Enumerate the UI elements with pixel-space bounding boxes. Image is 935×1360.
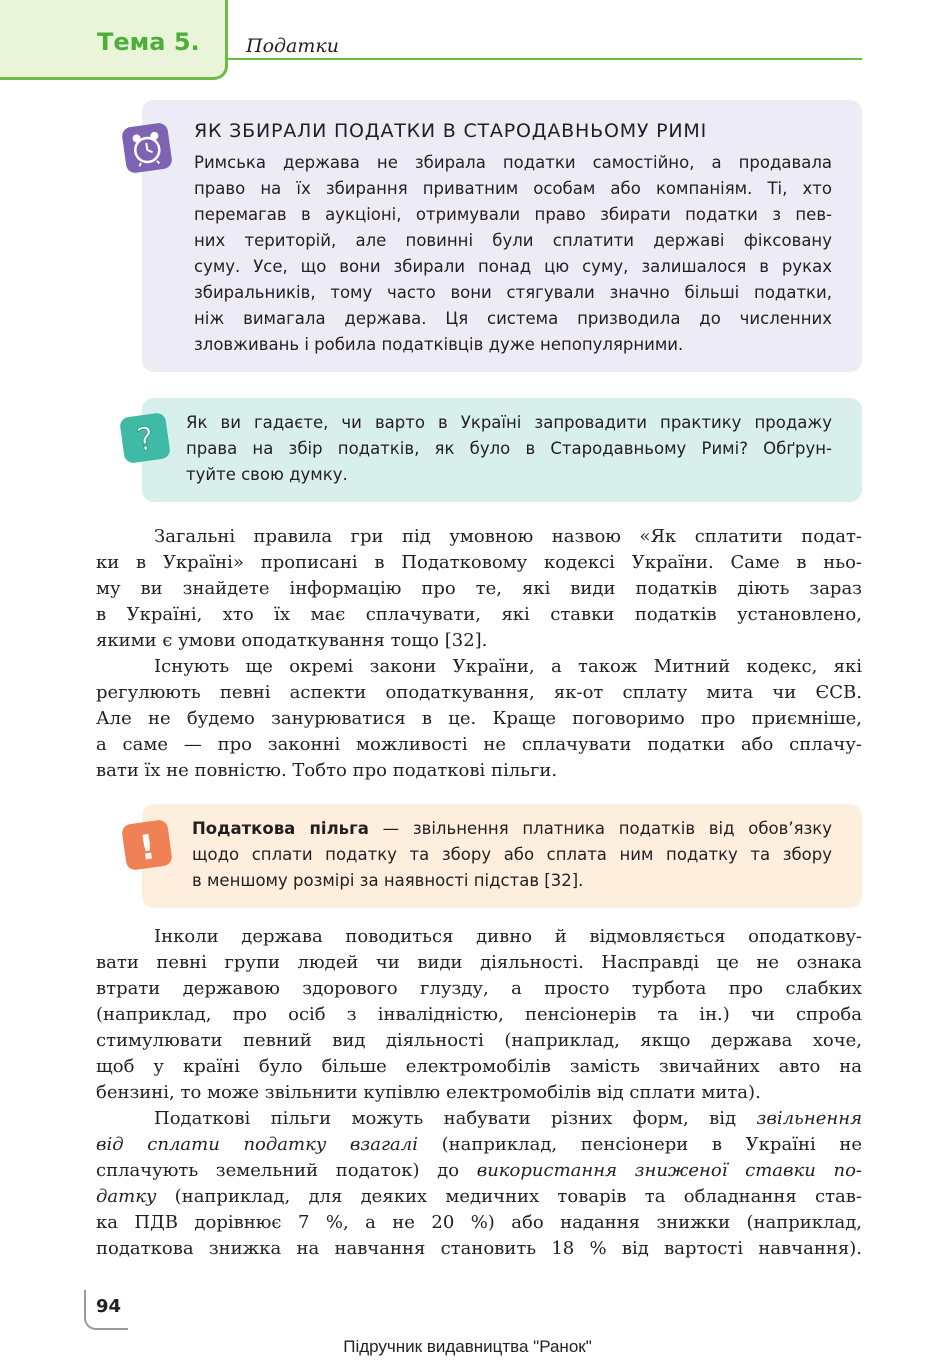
- paragraph-benefit-forms: [96, 1106, 862, 1262]
- paragraph-line: якими є умови оподаткування тощо [32].: [96, 630, 488, 651]
- alarm-clock-icon: [121, 122, 173, 174]
- paragraph-line: вати їх не повністю. Тобто про податкові пільги.: [96, 760, 558, 781]
- paragraph-line: щоб у країні було більше електромобілів замість звичайних авто на: [96, 1056, 862, 1077]
- svg-text:?: ?: [134, 418, 157, 459]
- publisher-footer: Підручник видавництва "Ранок": [343, 1337, 592, 1356]
- definition-term: Податкова пільга: [192, 819, 369, 838]
- definition-line3: в меншому розмірі за наявності підстав [32].: [192, 871, 584, 890]
- info-box-line: зловживань і робила податківців дуже непопулярними.: [194, 335, 684, 354]
- paragraph-line: му ви знайдете інформацію про те, які види податків діють зараз: [96, 578, 862, 599]
- history-info-box: [142, 100, 862, 372]
- paragraph-line: бензині, то може звільнити купівлю електромобілів від сплати мита).: [96, 1082, 761, 1103]
- p4-line4-italic: датку: [96, 1186, 157, 1207]
- definition-line1: — звільнення платника податків від обов’язку: [368, 819, 832, 838]
- paragraph-line: Загальні правила гри під умовною назвою «Як сплатити подат-: [154, 526, 862, 547]
- p4-line2-text: (наприклад, пенсіонери в Україні не: [418, 1134, 862, 1155]
- p4-line5: ка ПДВ дорівнює 7 %, а не 20 %) або надання знижки (наприклад,: [96, 1212, 862, 1233]
- paragraph-state-behavior: [96, 924, 862, 1106]
- paragraph-tax-code: [96, 524, 862, 654]
- page-number: 94: [96, 1296, 122, 1317]
- p4-line3-text: сплачують земельний податок) до: [96, 1160, 477, 1181]
- topic-label: Тема 5.: [97, 28, 200, 56]
- question-box-line: права на збір податків, як було в Стародавньому Римі? Обґрун-: [186, 439, 832, 458]
- info-box-title: ЯК ЗБИРАЛИ ПОДАТКИ В СТАРОДАВНЬОМУ РИМІ: [194, 120, 707, 142]
- paragraph-line: а саме — про законні можливості не сплачувати податки або сплачу-: [96, 734, 862, 755]
- question-box-line: Як ви гадаєте, чи варто в Україні запровадити практику продажу: [186, 413, 832, 432]
- paragraph-line: Існують ще окремі закони України, а також Митний кодекс, які: [154, 656, 862, 677]
- paragraph-other-laws: [96, 654, 862, 784]
- paragraph-line: вати певні групи людей чи види діяльності. Насправді це не ознака: [96, 952, 862, 973]
- paragraph-line: (наприклад, про осіб з інвалідністю, пенсіонерів та ін.) чи спроба: [96, 1004, 862, 1025]
- paragraph-line: стимулювати певний вид діяльності (наприклад, якщо держава хоче,: [96, 1030, 862, 1051]
- paragraph-line: регулюють певні аспекти оподаткування, як-от сплату мита чи ЄСВ.: [96, 682, 862, 703]
- svg-text:!: !: [136, 827, 158, 869]
- info-box-line: ніж вимагала держава. Ця система призводила до численних: [194, 309, 832, 328]
- info-box-line: право на їх збирання приватним особам або компаніям. Ті, хто: [194, 179, 832, 198]
- question-box-text: [186, 410, 832, 488]
- paragraph-line: ки в Україні» прописані в Податковому кодексі України. Саме в ньо-: [96, 552, 862, 573]
- p4-line1-italic: звільнення: [756, 1108, 862, 1129]
- definition-box: [142, 804, 862, 908]
- info-box-line: них територій, але повинні були сплатити державі фіксовану: [194, 231, 832, 250]
- chapter-title: Податки: [246, 35, 339, 57]
- info-box-line: Римська держава не збирала податки самостійно, а продавала: [194, 153, 832, 172]
- info-box-line: збиральників, тому часто вони стягували значно більші податки,: [194, 283, 832, 302]
- definition-line2: щодо сплати податку та збору або сплата ним податку та збору: [192, 845, 832, 864]
- definition-text: [192, 816, 832, 894]
- info-box-text: [194, 150, 832, 358]
- topic-tab: [0, 0, 228, 80]
- question-box-line: туйте свою думку.: [186, 465, 348, 484]
- p4-line2-italic: від сплати податку взагалі: [96, 1134, 418, 1155]
- question-mark-icon: [119, 412, 171, 464]
- info-box-line: суму. Усе, що вони збирали понад цю суму, залишалося в руках: [194, 257, 832, 276]
- p4-line1-text: Податкові пільги можуть набувати різних форм, від: [154, 1108, 757, 1129]
- question-box: [142, 398, 862, 502]
- p4-line4-text: (наприклад, для деяких медичних товарів та обладнання став-: [156, 1186, 862, 1207]
- exclamation-icon: [121, 819, 173, 871]
- paragraph-line: в Україні, хто їх має сплачувати, які ставки податків установлено,: [96, 604, 862, 625]
- info-box-line: перемагав в аукціоні, отримували право збирати податки з пев-: [194, 205, 832, 224]
- p4-line3-italic: використання зниженої ставки по-: [476, 1160, 862, 1181]
- paragraph-line: Інколи держава поводиться дивно й відмовляється оподатковy-: [154, 926, 862, 947]
- paragraph-line: втрати державою здорового глузду, а просто турбота про слабких: [96, 978, 862, 999]
- paragraph-line: Але не будемо занурюватися в це. Краще поговоримо про приємніше,: [96, 708, 862, 729]
- p4-line6: податкова знижка на навчання становить 18 % від вартості навчання).: [96, 1238, 862, 1259]
- header-rule: [226, 58, 862, 60]
